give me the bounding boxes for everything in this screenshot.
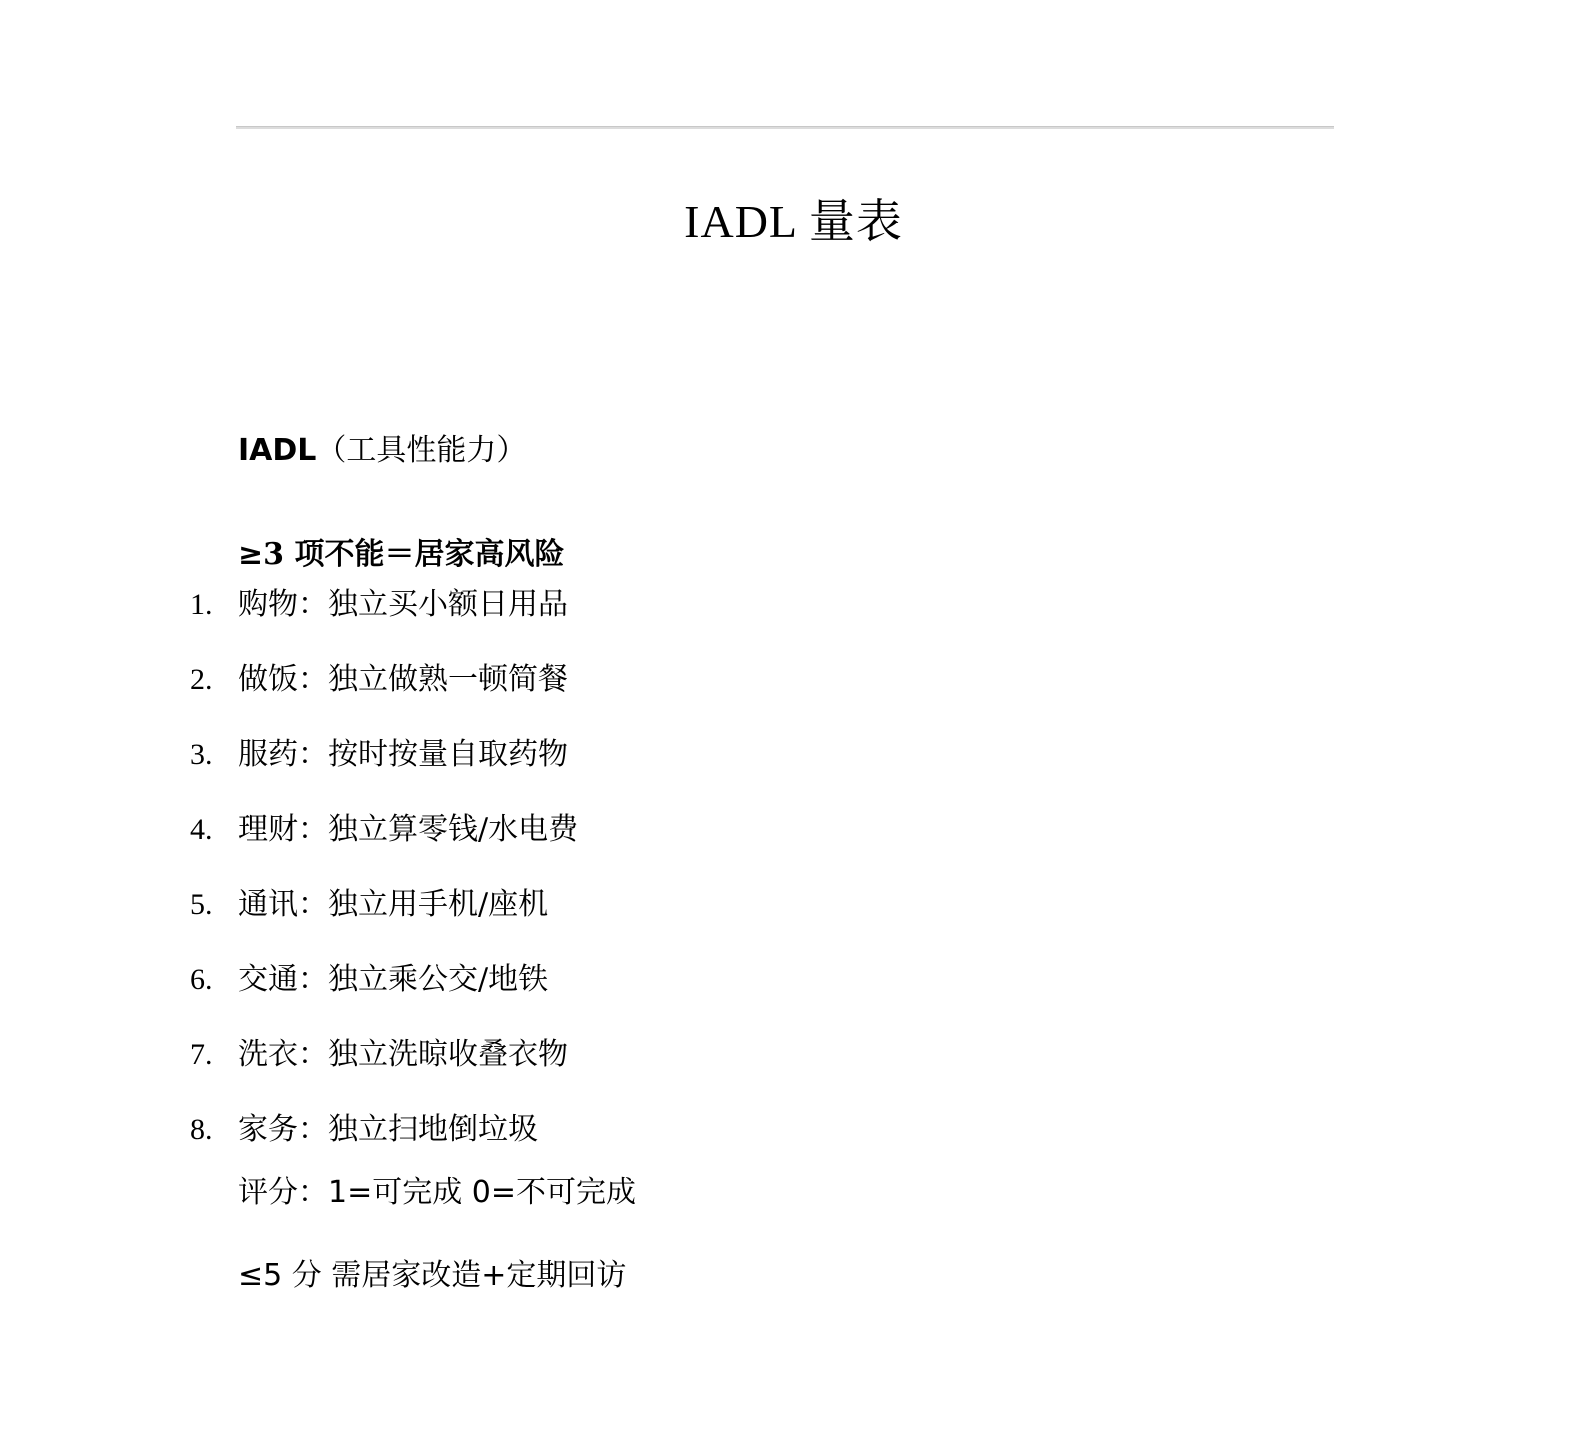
list-item-number: 7. — [190, 1038, 213, 1071]
section-heading — [238, 428, 526, 474]
list-item-text: 理财：独立算零钱/水电费 — [238, 812, 579, 847]
list-item-text: 洗衣：独立洗晾收叠衣物 — [238, 1037, 568, 1072]
risk-note: ≥3 项不能＝居家高风险 — [238, 537, 565, 572]
list-item-number: 8. — [190, 1113, 213, 1146]
section-heading-subtitle: （工具性能力） — [316, 433, 527, 468]
list-item-number: 6. — [190, 963, 213, 996]
document-title: IADL 量表 — [684, 196, 903, 247]
section-heading-acronym: IADL — [238, 433, 317, 468]
list-item-number: 2. — [190, 663, 213, 696]
list-item-text: 通讯：独立用手机/座机 — [238, 887, 549, 922]
list-item-number: 4. — [190, 813, 213, 846]
list-item-number: 3. — [190, 738, 213, 771]
top-horizontal-rule — [236, 126, 1334, 129]
scoring-rule: 评分：1=可完成 0=不可完成 — [238, 1175, 636, 1210]
list-item-text: 服药：按时按量自取药物 — [238, 737, 568, 772]
list-item-number: 1. — [190, 588, 213, 621]
list-item-number: 5. — [190, 888, 213, 921]
list-item-text: 做饭：独立做熟一顿简餐 — [238, 662, 568, 697]
threshold-note: ≤5 分 需居家改造+定期回访 — [238, 1258, 627, 1293]
list-item-text: 交通：独立乘公交/地铁 — [238, 962, 549, 997]
list-item-text: 购物：独立买小额日用品 — [238, 587, 568, 622]
list-item-text: 家务：独立扫地倒垃圾 — [238, 1112, 538, 1147]
